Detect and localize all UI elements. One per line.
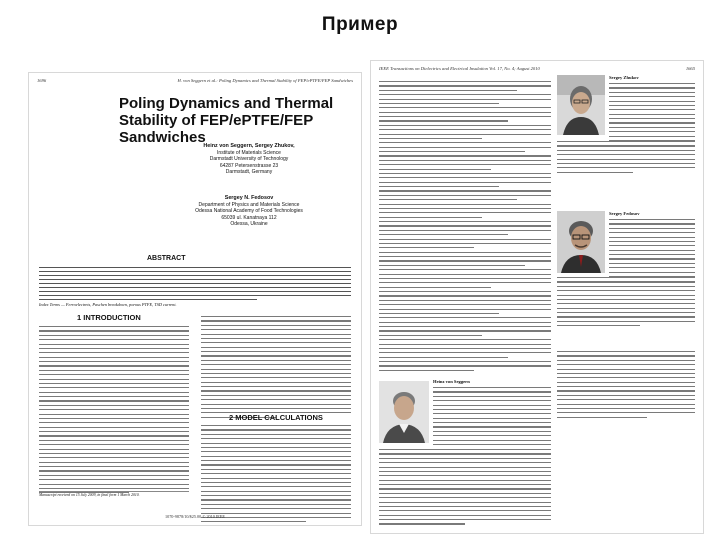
- author-photo-1: [557, 75, 605, 135]
- bio-3-text: [433, 387, 551, 448]
- references-list: [379, 81, 551, 374]
- model-text: [201, 425, 351, 526]
- running-head: [379, 66, 695, 71]
- bio-2-text-end: [557, 351, 695, 421]
- running-head: [37, 78, 353, 83]
- bio-1-text-continued: [557, 141, 695, 176]
- affiliation-line: Odessa National Academy of Food Technologies: [195, 208, 303, 214]
- author-photo-2: [557, 211, 605, 273]
- author-names-2: Sergey N. Fedosov: [224, 195, 274, 201]
- author-photo-3: [379, 381, 429, 443]
- affiliation-line: 64287 Petersenstrasse 23: [219, 162, 279, 169]
- slide-title: Пример: [321, 14, 399, 35]
- author-names-1: Heinz von Seggern, Sergey Zhukov,: [203, 143, 295, 149]
- index-terms: Index Terms — Ferroelectrets, Paschen breakdown, porous PTFE, TSD current.: [39, 302, 177, 307]
- page-footer: 1070-9878/10/$25.00 © 2010 IEEE: [165, 514, 225, 519]
- paper-title: Poling Dynamics and Thermal Stability of FEP/ePTFE/FEP Sandwiches: [119, 95, 334, 146]
- running-title: H. von Seggern et al.: Poling Dynamics and Thermal Stability of FEP/ePTFE/FEP Sandwiches: [177, 78, 353, 83]
- introduction-text: [39, 326, 189, 497]
- section-heading-model: 2 MODEL CALCULATIONS: [229, 413, 323, 422]
- page-number: 1665: [685, 66, 695, 71]
- affiliation-line: Institute of Materials Science: [217, 149, 281, 156]
- journal-name: IEEE Transactions on Dielectrics and Electrical Insulation Vol. 17, No. 4; August 2010: [379, 66, 540, 71]
- affiliation-line: Department of Physics and Materials Science: [198, 201, 300, 208]
- author-group-1: [149, 143, 349, 176]
- bio-1-text: [609, 83, 695, 144]
- bio-1-name: Sergey Zhukov: [609, 75, 639, 80]
- abstract-heading: ABSTRACT: [147, 255, 186, 262]
- bio-2-text-continued: [557, 277, 695, 330]
- bio-3-text-continued: [379, 449, 551, 528]
- footnote: Manuscript received on 15 July 2009, in final form 1 March 2010.: [39, 491, 189, 497]
- column-2-text: [201, 316, 351, 421]
- affiliation-line: Odessa, Ukraine: [230, 221, 268, 227]
- affiliation-line: 65039 ul. Kanatnaya 112: [221, 214, 277, 221]
- paper-last-page: [370, 60, 704, 534]
- affiliation-line: Darmstadt University of Technology: [209, 156, 289, 162]
- affiliation-line: Darmstadt, Germany: [225, 169, 273, 175]
- bio-3-name: Heinz von Seggern: [433, 379, 470, 384]
- section-heading-introduction: 1 INTRODUCTION: [77, 313, 141, 322]
- author-group-2: [149, 195, 349, 228]
- bio-2-text: [609, 219, 695, 280]
- page-number: 1696: [37, 78, 47, 83]
- abstract-text: [39, 267, 351, 303]
- bio-2-name: Sergey Fedosov: [609, 211, 640, 216]
- paper-first-page: [28, 72, 362, 526]
